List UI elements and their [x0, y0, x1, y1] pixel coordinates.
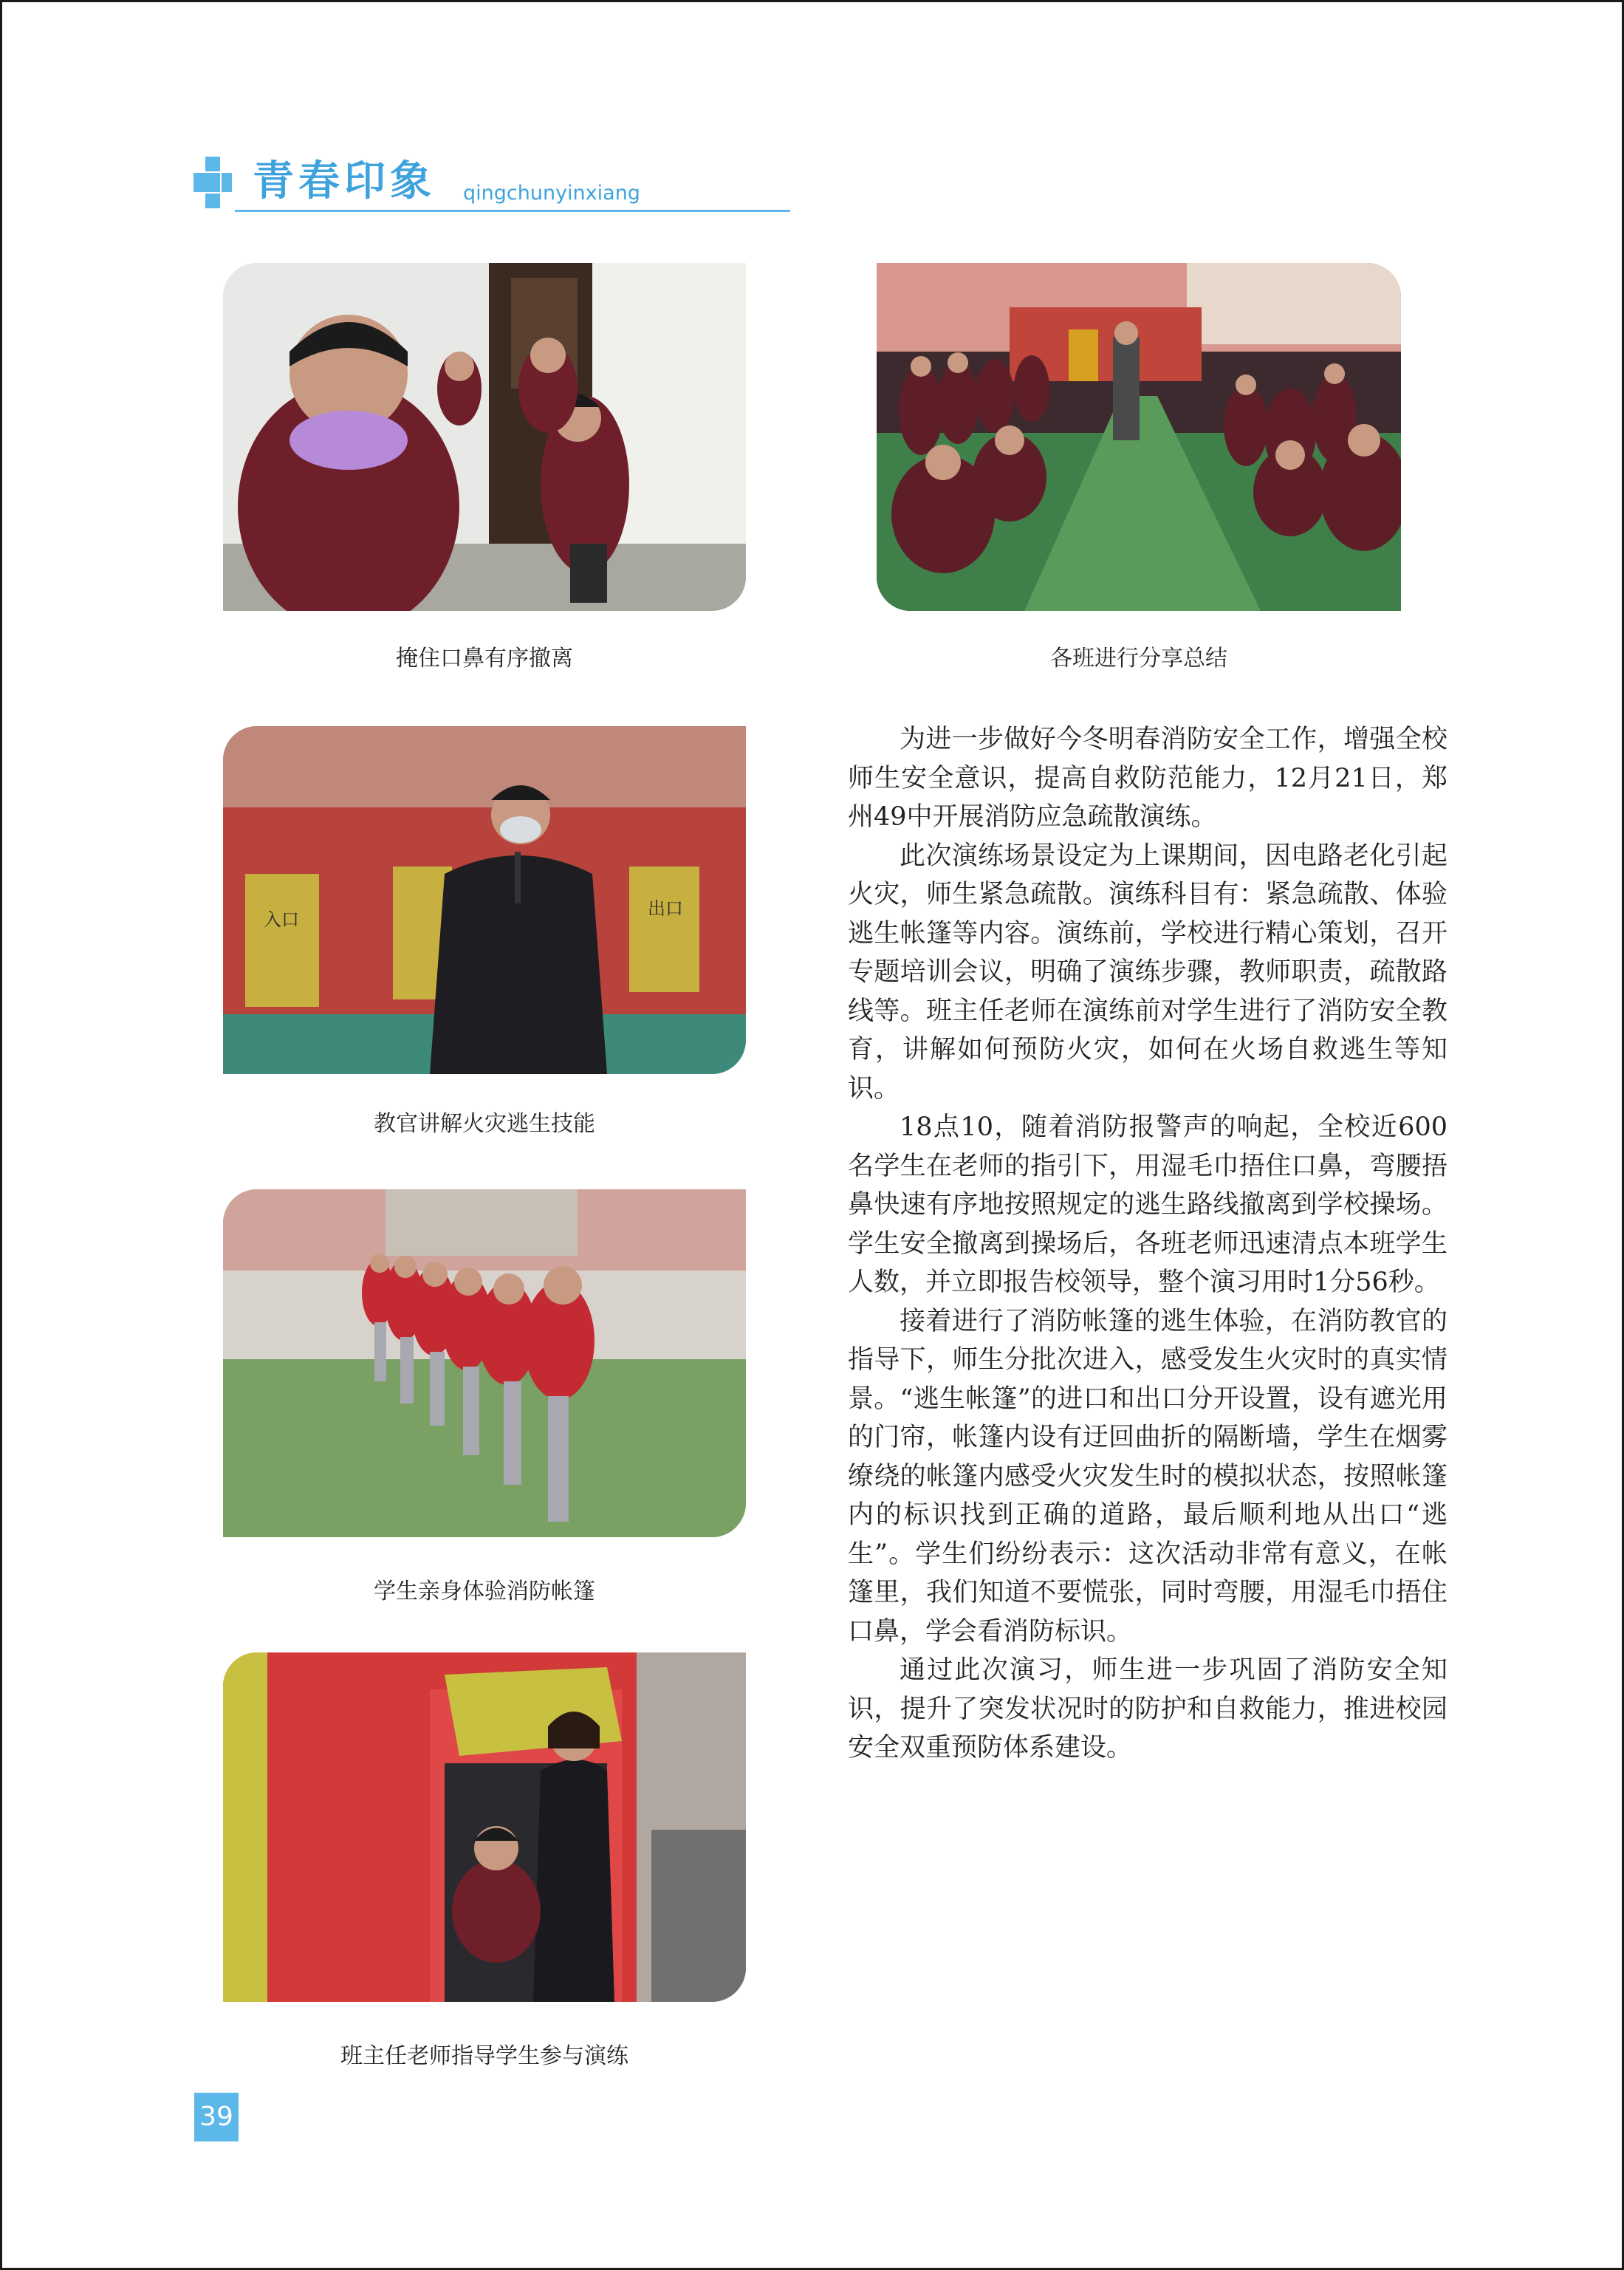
- photo-evacuation: [223, 263, 746, 611]
- photo-students-tent: [223, 1189, 746, 1537]
- photo-class-sharing: [877, 263, 1401, 611]
- article-paragraph: 为进一步做好今冬明春消防安全工作，增强全校师生安全意识，提高自救防范能力，12月21日，郑州49中开展消防应急疏散演练。: [848, 725, 1447, 832]
- caption-students-tent: 学生亲身体验消防帐篷: [374, 1579, 595, 1604]
- caption-teacher-guiding: 班主任老师指导学生参与演练: [340, 2043, 628, 2069]
- section-title: 青春印象: [253, 157, 436, 205]
- article-paragraph: 此次演练场景设定为上课期间，因电路老化引起火灾，师生紧急疏散。演练科目有：紧急疏散、体验逃生帐篷等内容。演练前，学校进行精心策划，召开专题培训会议，明确了演练步骤，教师职责，疏散路线等。班主任老师在演练前对学生进行了消防安全教育，讲解如何预防火灾，如何在火场自救逃生等知识。: [848, 841, 1447, 1104]
- article-paragraph: 通过此次演习，师生进一步巩固了消防安全知识，提升了突发状况时的防护和自救能力，推进校园安全双重预防体系建设。: [848, 1655, 1447, 1763]
- students-in-line-photo-icon: [223, 1189, 746, 1537]
- teacher-guiding-photo-icon: [223, 1652, 746, 2002]
- class-sharing-photo-icon: [877, 263, 1401, 611]
- header-logo-icon: [193, 157, 232, 208]
- article-body: [848, 720, 1447, 1768]
- page-number: 39: [194, 2093, 239, 2141]
- photo-teacher-guiding: [223, 1652, 746, 2002]
- article-paragraph: 接着进行了消防帐篷的逃生体验，在消防教官的指导下，师生分批次进入，感受发生火灾时的真实情景。“逃生帐篷”的进口和出口分开设置，设有遮光用的门帘，帐篷内设有迂回曲折的隔断墙，学生在烟雾缭绕的帐篷内感受火灾发生时的模拟状态，按照帐篷内的标识找到正确的道路，最后顺利地从出口“逃生”。学生们纷纷表示：这次活动非常有意义，在帐篷里，我们知道不要慌张，同时弯腰，用湿毛巾捂住口鼻，学会看消防标识。: [848, 1306, 1447, 1647]
- section-subtitle: qingchunyinxiang: [463, 182, 640, 205]
- header-divider: [235, 210, 790, 212]
- caption-evacuation: 掩住口鼻有序撤离: [396, 646, 573, 671]
- photo-instructor: [223, 726, 746, 1074]
- sign-entrance: 入口: [264, 909, 299, 930]
- sign-exit: 出口: [648, 898, 683, 919]
- caption-instructor: 教官讲解火灾逃生技能: [374, 1111, 595, 1137]
- article-paragraph: 18点10，随着消防报警声的响起，全校近600名学生在老师的指引下，用湿毛巾捂住口鼻，弯腰捂鼻快速有序地按照规定的逃生路线撤离到学校操场。学生安全撤离到操场后，各班老师迅速清点本班学生人数，并立即报告校领导，整个演习用时1分56秒。: [848, 1112, 1447, 1297]
- caption-class-sharing: 各班进行分享总结: [1050, 646, 1227, 671]
- students-evacuating-photo-icon: [223, 263, 746, 611]
- instructor-speaking-photo-icon: [223, 726, 746, 1074]
